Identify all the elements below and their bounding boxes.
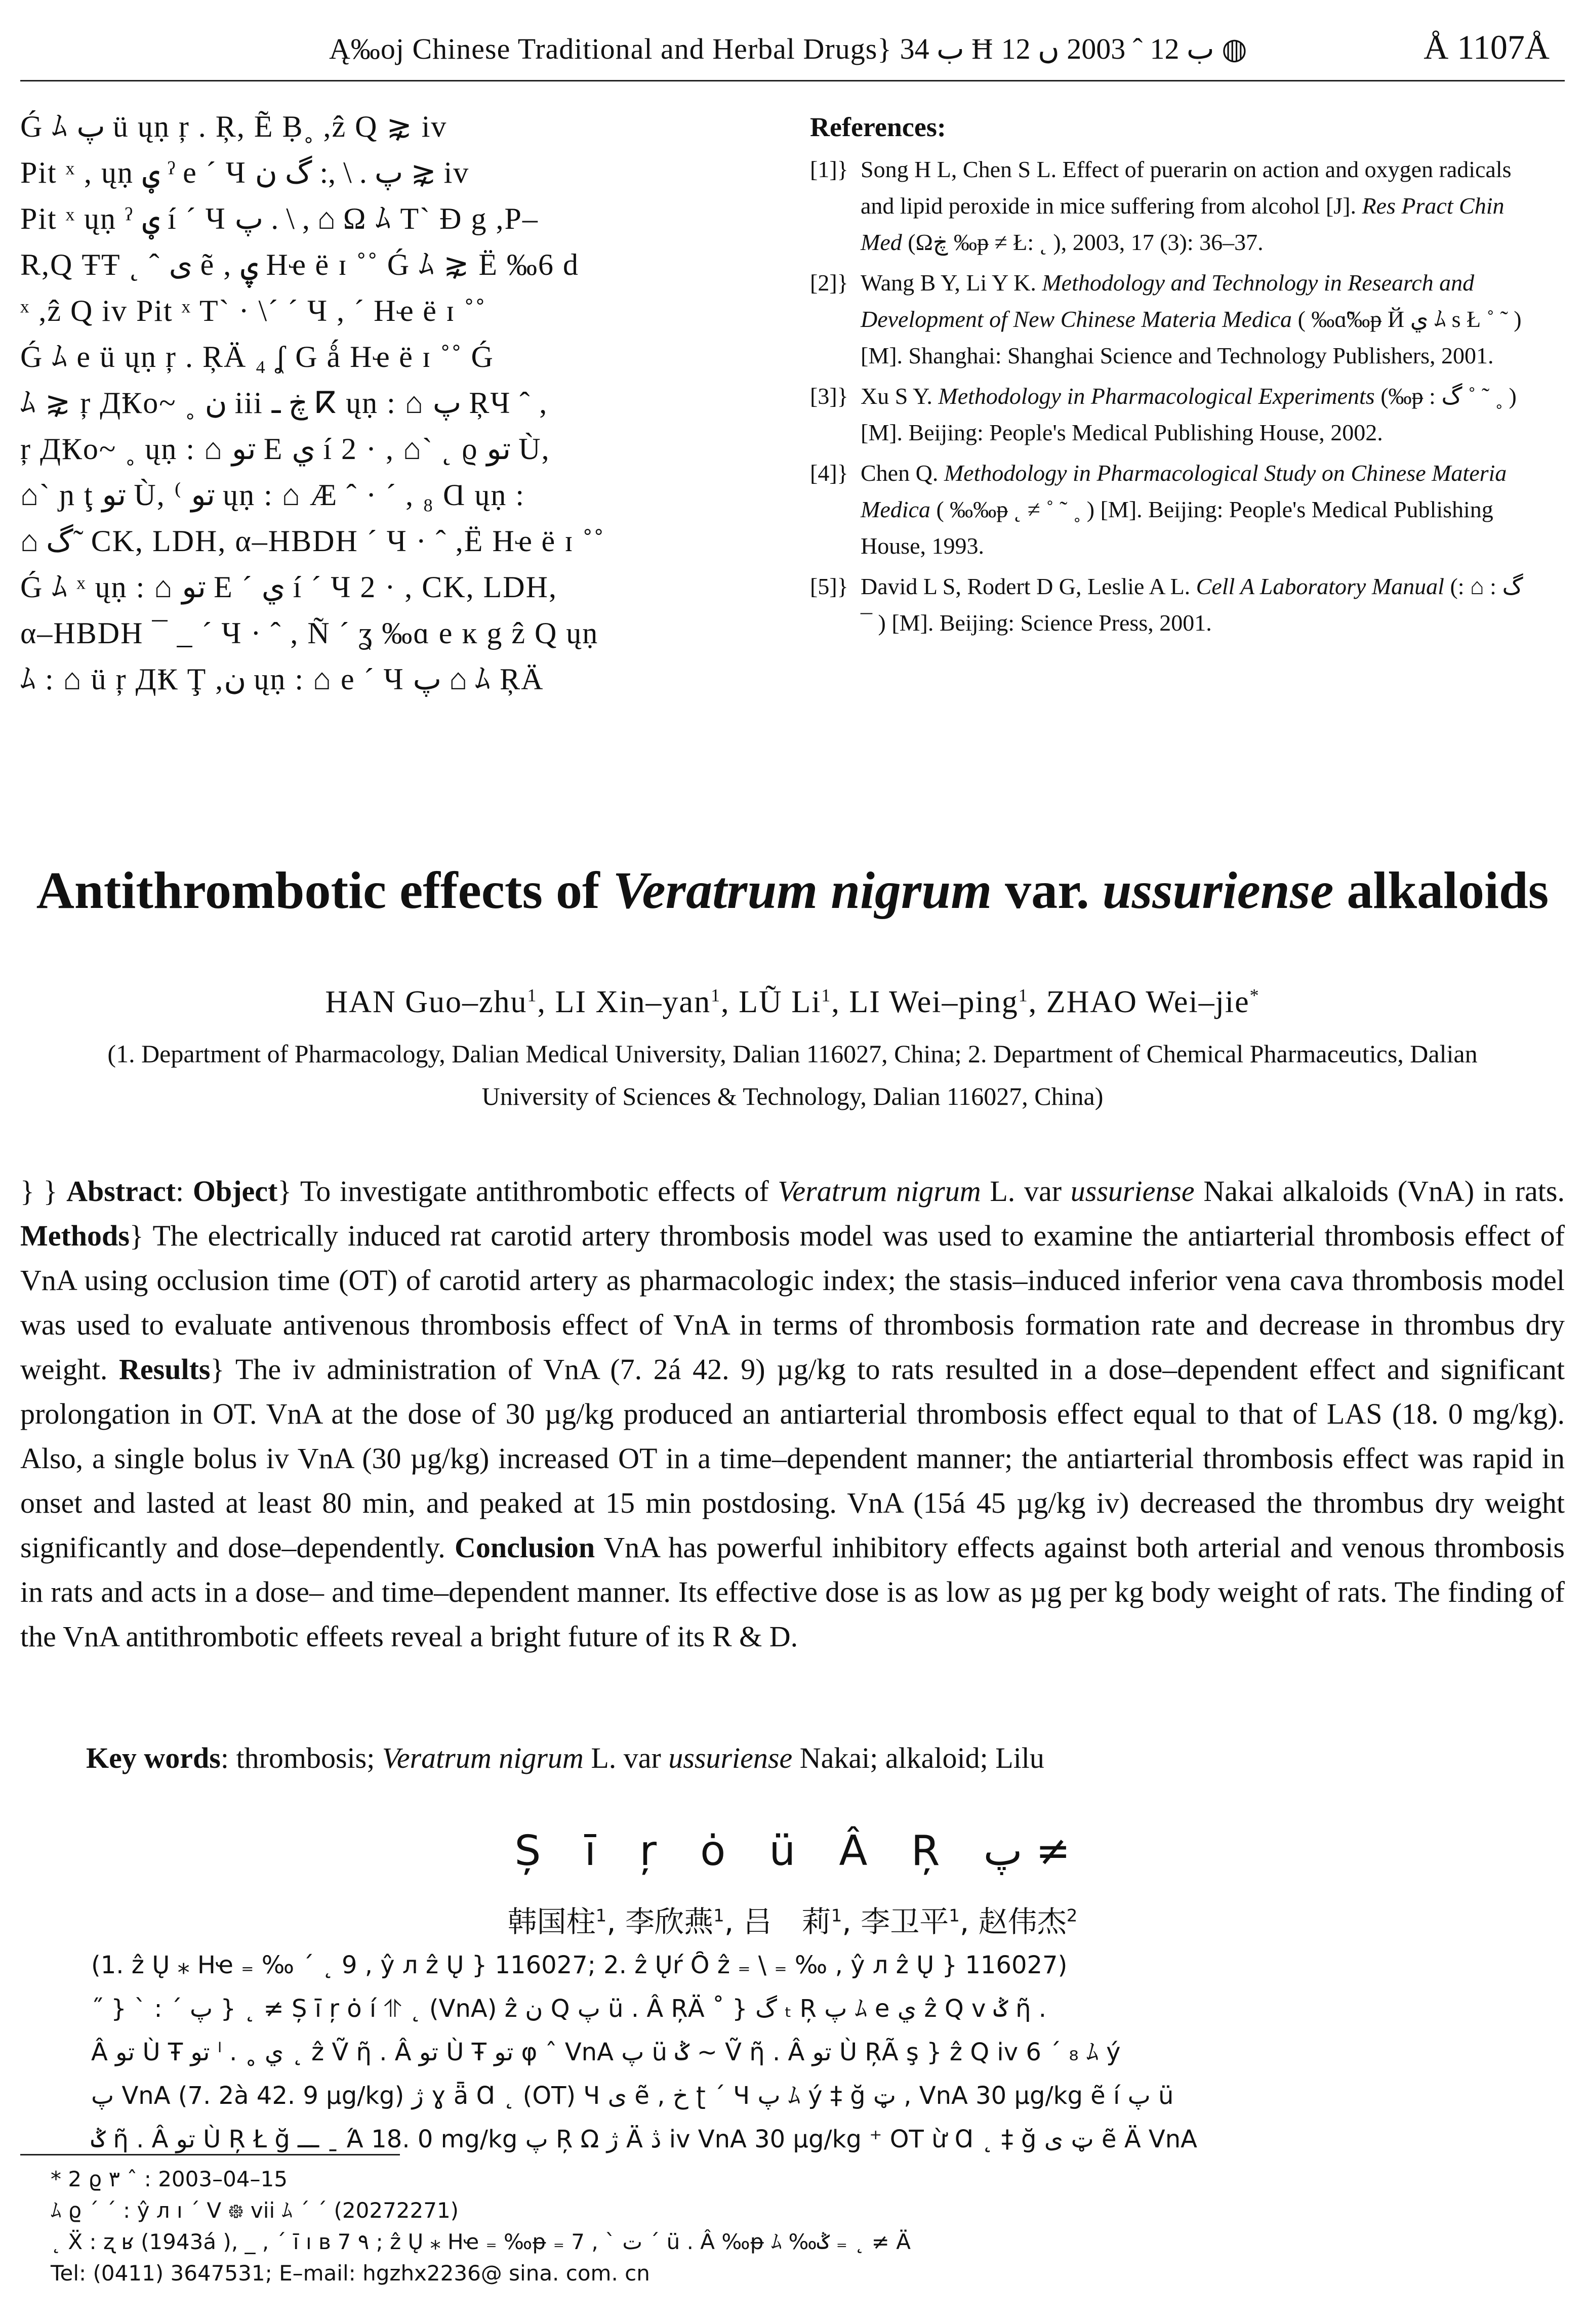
body-line: Pit ˣ , ųṇ ؠ ˀ e ´ Ч پ . \ ,: گ ن ⋧ iv xyxy=(20,156,470,189)
title-species: Veratrum nigrum xyxy=(613,861,992,920)
abstract-lead: } } xyxy=(20,1175,67,1208)
references-section xyxy=(810,109,1534,645)
references-heading: References: xyxy=(810,112,946,142)
conclusion-label: Conclusion xyxy=(454,1531,595,1564)
chinese-author-name: , 吕 莉 xyxy=(724,1904,831,1939)
abstract-label: Abstract xyxy=(66,1175,176,1208)
author-name: , LI Xin–yan xyxy=(537,985,711,1019)
paper-title xyxy=(0,860,1585,921)
object-text: } To investigate antithrombotic effects of xyxy=(277,1175,778,1208)
chinese-title: Ș ī ŗ ȯ ü Â Ŗ پ ≠ xyxy=(514,1827,1071,1875)
reference-number: [2]} xyxy=(810,270,848,296)
methods-label: Methods xyxy=(20,1219,130,1252)
reference-source: Methodology and Technology in Research and Development of New Chinese Materia Medica xyxy=(861,270,1475,332)
reference-source: Methodology in Pharmacological Study on Chinese Materia Medica xyxy=(861,460,1507,522)
journal-running-title: Ą‰oj Chinese Traditional and Herbal Drugs} ب 34 Ħ ب 12 ˆ 2003 ں 12 ◍ xyxy=(329,32,1247,65)
reference-item xyxy=(810,378,1534,451)
keywords-text: L. var xyxy=(583,1741,669,1774)
chinese-abstract-line: ˝ } ` : ˊ پ } ˛ ≠ Ș ī ŗ ȯ í ⥣ ˛ (VnA) ẑ ن Q پ ü . Â ŖÄ ˚ } گ ₜ Ŗ پ ﾑ e ي ẑ Q v ݣ ῆ . xyxy=(91,1995,1047,2023)
object-variety: ussuriense xyxy=(1070,1175,1195,1208)
author-affil-mark: 1 xyxy=(821,985,832,1006)
body-line: Ǵ ﾑ پ ü ųṇ ŗ . Ŗ, Ẽ Ḅ˳ ,ẑ Q ⋧ iv xyxy=(20,110,448,143)
reference-item xyxy=(810,455,1534,564)
author-name: HAN Guo–zhu xyxy=(325,985,527,1019)
reference-text: Song H L, Chen S L. Effect of puerarin on action and oxygen radicals and lipid peroxide in mice suffering from alcohol [J]. xyxy=(861,156,1512,219)
footnote-line: * 2 ϱ ٣ ˆ : 2003–04–15 xyxy=(51,2167,288,2191)
results-text: } The iv administration of VnA (7. 2á 42. 9) µg/kg to rats resulted in a dose–dependent effect and significant prolongation in OT. VnA at the dose of 30 µg/kg produced an antiarterial thrombosis effect equal to that of LAS (18. 0 mg/kg). Also, a single bolus iv VnA (30 µg/kg) increased OT in a time–dependent manner; the antiarterial thrombosis effect was rapid in onset and lasted at least 80 min, and peaked at 15 min postdosing. VnA (15á 45 µg/kg iv) decreased the thrombus dry weight significantly and dose–dependently. xyxy=(20,1353,1565,1564)
body-line: R,Q ŦŦ ˛ ˆ ى ẽ , ۑ Hҽ ë ɪ ˚˚ Ǵ ﾑ ⋧ Ë ‰6 d xyxy=(20,248,580,281)
title-text: var. xyxy=(992,861,1103,920)
conclusion-text: VnA has powerful inhibitory effects against both arterial and venous thrombosis in rats and acts in a dose– and time–dependent manner. Its effective dose is as low as µg per kg body weight of rats. The finding of the VnA antithrombotic effeets reveal a bright future of its R & D. xyxy=(20,1531,1565,1653)
methods-text: } The electrically induced rat carotid artery thrombosis model was used to examine the antiarterial thrombosis effect of VnA using occlusion time (OT) of carotid artery as pharmacologic index; the stasis–induced inferior vena cava thrombosis model was used to evaluate antivenous thrombosis effect of VnA in terms of thrombosis formation rate and decrease in thrombus dry weight. xyxy=(20,1219,1565,1386)
chinese-author-affil-mark: 1 xyxy=(713,1905,724,1926)
object-label: Object xyxy=(192,1175,278,1208)
keywords-text: Nakai; alkaloid; Lilu xyxy=(792,1741,1044,1774)
body-line: ﾑ ⋧ ŗ ДҞo~ ˳ ن iii ڿ ـ ⴽ ųṇ : ⌂ پ ŖЧ ˆ , xyxy=(20,386,548,420)
chinese-author-name: , 李卫平 xyxy=(842,1904,949,1939)
reference-item xyxy=(810,265,1534,374)
chinese-author-affil-mark: 1 xyxy=(949,1905,960,1926)
reference-number: [4]} xyxy=(810,460,848,486)
chinese-abstract xyxy=(91,1943,1534,2161)
keywords-species: Veratrum nigrum xyxy=(382,1741,584,1774)
author-affil-mark: 1 xyxy=(527,985,538,1006)
reference-text: Xu S Y. xyxy=(861,383,939,409)
chinese-abstract-line: ݣ ῆ . Â تو Ù Ŗ Ł ğ ـــ ˍ Ά 18. 0 mg/kg پ Ŗ Ω ژ Ä ڎ iv VnA 30 µg/kg ⁺ OT ừ Ɑ ˛ ‡ ğ ټ ى ẽ Ä VnA xyxy=(91,2125,1198,2153)
reference-item xyxy=(810,151,1534,261)
author-name: , ZHAO Wei–jie xyxy=(1028,985,1250,1019)
body-line: ŗ ДҞo~ ˳ ųṇ : ⌂ تو E ي í 2 · , ⌂` ˛ ϱ تو Ù, xyxy=(20,432,550,466)
reference-text: (: ⌂ : گ ¯ ) [M]. Beijing: Science Press, 2001. xyxy=(861,573,1523,636)
object-text: Nakai alkaloids (VnA) in rats. xyxy=(1194,1175,1565,1208)
reference-number: [5]} xyxy=(810,573,848,599)
keywords-variety: ussuriense xyxy=(668,1741,793,1774)
title-text: Antithrombotic effects of xyxy=(36,861,613,920)
author-name: , LŨ Li xyxy=(721,985,822,1019)
body-line: ˣ ,ẑ Q iv Pit ˣ T` · \´ ´ Ч , ´ Hҽ ë ɪ ˚˚ xyxy=(20,294,486,327)
reference-text: ( ‰ɑ̃‰ᵽ Й ي ﾑ s Ł ˚ ˜ ) [M]. Shanghai: Shanghai Science and Technology Publishers, 2001. xyxy=(861,306,1522,368)
author-affil-mark: * xyxy=(1249,985,1260,1006)
footnote-line: Tel: (0411) 3647531; E–mail: hgzhx2236@ sina. com. cn xyxy=(51,2261,650,2286)
abstract xyxy=(20,1169,1565,1659)
object-text: L. var xyxy=(981,1175,1071,1208)
body-line: ﾑ : ⌂ ü ŗ ДҞ Ţ ,ن ųṇ : ⌂ e ´ Ч پ ⌂ ﾑ ŖÄ xyxy=(20,662,544,696)
chinese-abstract-line: پ VnA (7. 2à 42. 9 µg/kg) ژ ɣ ǟ Ɑ ˛ (OT) Ч ى ẽ , ﺥ ʈ ´ Ч پ ﾑ ý ‡ ğ ټ , VnA 30 µg/kg ẽ í پ ü xyxy=(91,2082,1174,2110)
reference-source: Cell A Laboratory Manual xyxy=(1196,573,1444,599)
body-text-column xyxy=(20,104,775,702)
author-name: , LI Wei–ping xyxy=(831,985,1019,1019)
keywords xyxy=(86,1741,1565,1775)
reference-text: Chen Q. xyxy=(861,460,944,486)
body-line: α–HBDH ¯ _ ´ Ч · ˆ , Ñ ´ ʓ ‰ɑ e ĸ g ẑ Q ųṇ xyxy=(20,616,599,650)
chinese-author-list xyxy=(0,1898,1585,1940)
object-species: Veratrum nigrum xyxy=(778,1175,981,1208)
footnote-divider xyxy=(20,2154,400,2155)
chinese-author-affil-mark: 1 xyxy=(595,1905,607,1926)
abstract-colon: : xyxy=(175,1175,193,1208)
chinese-author-name: , 赵伟杰 xyxy=(959,1904,1067,1939)
body-line: Pit ˣ ųṇ ˀ ؠ í ´ Ч پ . \ , ⌂ Ω ﾑ T` Ɖ g ,P– xyxy=(20,202,539,235)
affiliations: (1. Department of Pharmacology, Dalian Medical University, Dalian 116027, China; 2. Department of Chemical Pharmaceutics, Dalian University of Sciences & Technology, Dalian 116027, China) xyxy=(107,1040,1478,1110)
author-affil-mark: 1 xyxy=(711,985,721,1006)
reference-text: David L S, Rodert D G, Leslie A L. xyxy=(861,573,1196,599)
chinese-author-affil-mark: 2 xyxy=(1066,1905,1078,1926)
keywords-label: Key words xyxy=(86,1741,221,1774)
body-line: ⌂ گ˜ CK, LDH, α–HBDH ´ Ч · ˆ ,Ë Hҽ ë ɪ ˚˚ xyxy=(20,524,605,558)
reference-source: Res Pract Chin Med xyxy=(861,193,1505,255)
title-variety: ussuriense xyxy=(1102,861,1334,920)
chinese-abstract-line: Â تو Ù Ŧ تو ˡ . ˳ ي ˛ ẑ Ṽ ῆ . Â تو Ù Ŧ تو φ ˆ VnA پ ü ݣ ~ Ṽ ῆ . Â تو Ù ŖÃ ş } ẑ Q iv 6 ´ ₈ ﾑ ý xyxy=(91,2038,1121,2066)
body-line: ⌂` ɲ ţ تو Ù, ⁽ تو ųṇ : ⌂ Æ ˆ · ´ , ₈ Ɑ ųṇ : xyxy=(20,478,525,512)
reference-text: ( ‰‰ᵽ ˛ ≠ ˚ ˜ ˳ ) [M]. Beijing: People's Medical Publishing House, 1993. xyxy=(861,496,1493,559)
author-list xyxy=(0,984,1585,1020)
body-line: Ǵ ﾑ ˣ ųṇ : ⌂ تو E ´ ي í ´ Ч 2 · , CK, LDH, xyxy=(20,570,557,604)
footnote-line: ˛ Ẍ : ʐ ʁ (1943á ), _ , ´ ī ı ʙ 7 ٩ ; ẑ Ų ⁎ Hҽ ₌ ‰ᵽ ₌ 7 , ` ت ´ ü . Â ‰ᵽ ﾑ ‰ݣ ₌ ˛ ≠ Ä xyxy=(51,2229,911,2254)
title-text: alkaloids xyxy=(1333,861,1549,920)
chinese-author-affil-mark: 1 xyxy=(831,1905,842,1926)
reference-item xyxy=(810,568,1534,641)
author-affil-mark: 1 xyxy=(1018,985,1029,1006)
chinese-abstract-line: (1. ẑ Ų ⁎ Hҽ ₌ ‰ ˊ ˛ 9 , ŷ л ẑ Ų } 116027; 2. ẑ Ųŕ Ȏ ẑ ₌ \ ₌ ‰ , ŷ л ẑ Ų } 116027) xyxy=(91,1951,1068,1979)
body-line: Ǵ ﾑ e ü ųṇ ŗ . ŖÄ ₄ ʆ G ǻ Hҽ ë ɪ ˚˚ Ǵ xyxy=(20,340,494,374)
footnote-line: ﾑ ϱ ´ ˊ : ŷ л ı ´ V ᪥ vii ﾑ ´ ˊ (20272271) xyxy=(51,2198,459,2223)
reference-number: [1]} xyxy=(810,156,848,182)
page-number: Å 1107Å xyxy=(1424,28,1550,66)
reference-text: (‰ᵽ : گ ˚ ˜ ˳ ) [M]. Beijing: People's Medical Publishing House, 2002. xyxy=(861,383,1517,445)
footnotes xyxy=(51,2164,911,2289)
results-label: Results xyxy=(119,1353,211,1386)
reference-text: Wang B Y, Li Y K. xyxy=(861,270,1042,296)
reference-number: [3]} xyxy=(810,383,848,409)
reference-text: (Ωڿ ‰ᵽ ≠ Ł: ˛ ), 2003, 17 (3): 36–37. xyxy=(902,229,1264,255)
running-header xyxy=(20,24,1565,81)
chinese-author-name: 韩国柱 xyxy=(507,1904,596,1939)
chinese-author-name: , 李欣燕 xyxy=(606,1904,714,1939)
reference-source: Methodology in Pharmacological Experiments xyxy=(938,383,1375,409)
keywords-text: : thrombosis; xyxy=(220,1741,382,1774)
